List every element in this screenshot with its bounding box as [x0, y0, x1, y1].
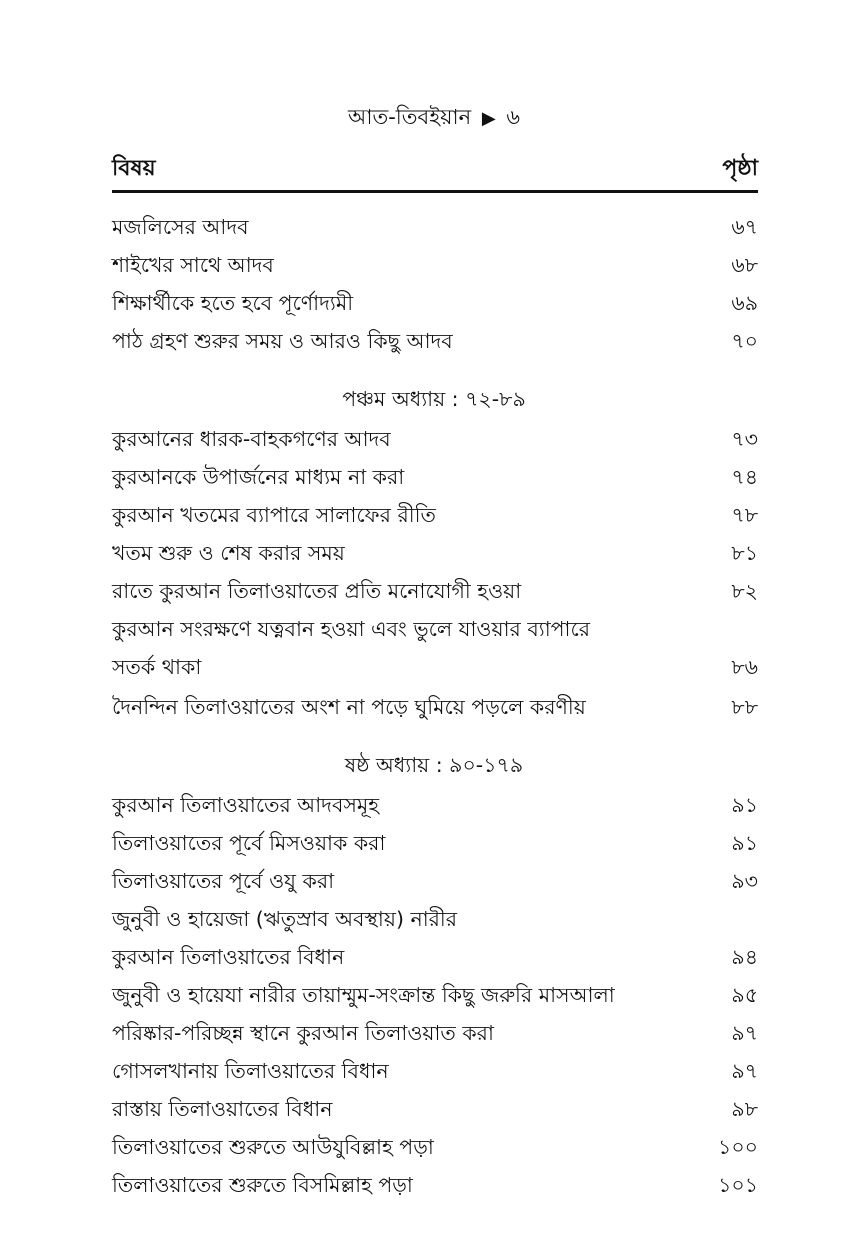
entry-title: পরিষ্কার-পরিচ্ছন্ন স্থানে কুরআন তিলাওয়াত করা	[112, 1021, 494, 1045]
entry-page: ৯৫	[731, 983, 758, 1007]
entry-title: তিলাওয়াতের পূর্বে ওযু করা	[112, 869, 335, 893]
entry-title: জুনুবী ও হায়েযা নারীর তায়াম্মুম-সংক্রান্ত কিছু জরুরি মাসআলা	[112, 983, 615, 1007]
subject-column-heading: বিষয়	[112, 156, 156, 181]
header-divider	[112, 190, 758, 193]
page-column-heading: পৃষ্ঠা	[722, 156, 758, 181]
entry-page: ৭৩	[731, 427, 758, 451]
entry-title: রাস্তায় তিলাওয়াতের বিধান	[112, 1097, 333, 1121]
entry-page: ৯১	[731, 793, 758, 817]
toc-entry	[112, 534, 758, 572]
entry-page: ৬৯	[731, 291, 758, 315]
toc-entry	[112, 208, 758, 246]
entry-page: ৭০	[731, 329, 758, 353]
book-title: আত-তিবইয়ান	[347, 105, 472, 129]
toc-entry	[112, 824, 758, 862]
entry-page: ৮২	[731, 579, 758, 603]
entry-page: ৬৭	[731, 215, 758, 239]
chapter-heading: ষষ্ঠ অধ্যায় : ৯০-১৭৯	[344, 753, 524, 777]
entry-title-line1: কুরআন সংরক্ষণে যত্নবান হওয়া এবং ভুলে যাওয়ার ব্যাপারে	[112, 617, 591, 641]
toc-entry	[112, 246, 758, 284]
toc-entry	[112, 572, 758, 610]
entry-title: তিলাওয়াতের শুরুতে আউযুবিল্লাহ পড়া	[112, 1135, 434, 1159]
entry-title-line2: কুরআন তিলাওয়াতের বিধান	[112, 945, 345, 969]
entry-page: ৯৭	[731, 1021, 758, 1045]
toc-header	[112, 153, 758, 185]
entry-page: ৮১	[731, 541, 758, 565]
entry-page: ১০০	[718, 1135, 758, 1159]
toc-entry	[112, 284, 758, 322]
toc-entry	[112, 862, 758, 900]
triangle-right-icon: ▶	[481, 108, 496, 129]
entry-title: কুরআনের ধারক-বাহকগণের আদব	[112, 427, 391, 451]
entry-title: গোসলখানায় তিলাওয়াতের বিধান	[112, 1059, 389, 1083]
toc-entry	[112, 786, 758, 824]
entry-page: ৭৪	[731, 465, 758, 489]
toc-entry	[112, 496, 758, 534]
toc-entry-two-line	[112, 610, 758, 686]
entry-title: কুরআন তিলাওয়াতের আদবসমূহ	[112, 793, 380, 817]
running-head	[0, 103, 868, 133]
entry-title-line1: জুনুবী ও হায়েজা (ঋতুস্রাব অবস্থায়) নারীর	[112, 907, 458, 931]
toc-entry	[112, 420, 758, 458]
entry-title: কুরআনকে উপার্জনের মাধ্যম না করা	[112, 465, 405, 489]
entry-title: পাঠ গ্রহণ শুরুর সময় ও আরও কিছু আদব	[112, 329, 453, 353]
toc-entry	[112, 1052, 758, 1090]
toc-entry	[112, 976, 758, 1014]
toc-entry	[112, 1166, 758, 1204]
entry-title-line2: সতর্ক থাকা	[112, 655, 202, 679]
entry-title: তিলাওয়াতের পূর্বে মিসওয়াক করা	[112, 831, 386, 855]
entry-title: খতম শুরু ও শেষ করার সময়	[112, 541, 345, 565]
entry-page: ১০১	[718, 1173, 758, 1197]
entry-title: কুরআন খতমের ব্যাপারে সালাফের রীতি	[112, 503, 436, 527]
entry-page: ৭৮	[731, 503, 758, 527]
entry-page: ৯৭	[731, 1059, 758, 1083]
entry-page: ৮৬	[731, 655, 758, 679]
entry-page: ৬৮	[731, 253, 758, 277]
entry-title: শাইখের সাথে আদব	[112, 253, 274, 277]
entry-title: তিলাওয়াতের শুরুতে বিসমিল্লাহ পড়া	[112, 1173, 413, 1197]
entry-title: শিক্ষার্থীকে হতে হবে পূর্ণোদ্যমী	[112, 291, 354, 315]
toc-entry-two-line	[112, 900, 758, 976]
entry-title: দৈনন্দিন তিলাওয়াতের অংশ না পড়ে ঘুমিয়ে পড়লে করণীয়	[112, 695, 586, 719]
entry-page: ৯৪	[731, 945, 758, 969]
entry-title: মজলিসের আদব	[112, 215, 249, 239]
toc-entry	[112, 1128, 758, 1166]
toc-entry	[112, 458, 758, 496]
entry-page: ৮৮	[731, 695, 758, 719]
toc-entry	[112, 322, 758, 360]
entry-page: ৯১	[731, 831, 758, 855]
toc-entry	[112, 1014, 758, 1052]
entry-page: ৯৩	[731, 869, 758, 893]
entry-page: ৯৮	[731, 1097, 758, 1121]
chapter-heading: পঞ্চম অধ্যায় : ৭২-৮৯	[342, 387, 526, 411]
toc-entry	[112, 1090, 758, 1128]
toc-entry	[112, 688, 758, 726]
entry-title: রাতে কুরআন তিলাওয়াতের প্রতি মনোযোগী হওয়া	[112, 579, 522, 603]
page-number: ৬	[506, 105, 521, 129]
